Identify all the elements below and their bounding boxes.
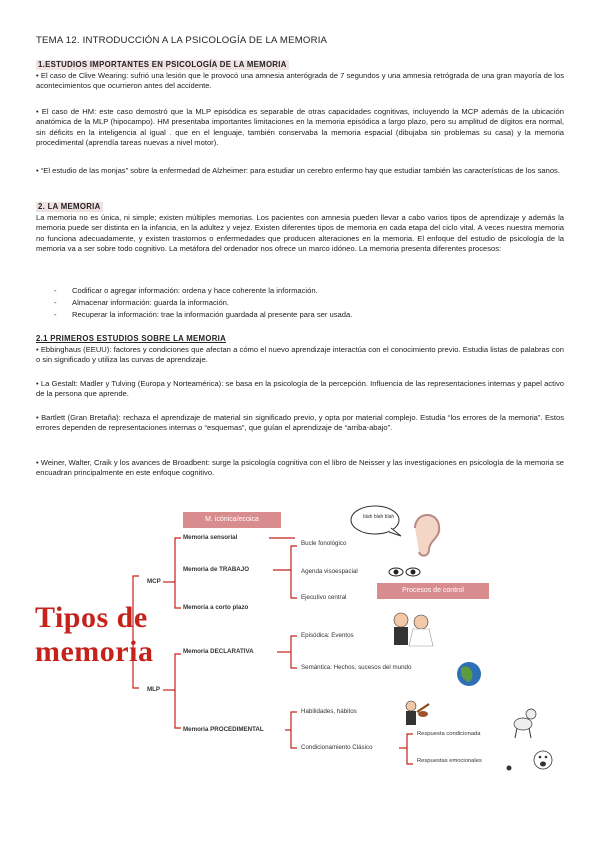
- trabajo-label: Memoria de TRABAJO: [183, 566, 250, 573]
- ear-icon: [415, 515, 439, 556]
- diagram-title-line-2: memoria: [35, 635, 154, 668]
- sensorial-label: Memoria sensorial: [183, 534, 238, 541]
- paragraph-clive-wearing: • El caso de Clive Wearing: sufrió una lesión que le provocó una amnesia anterógrada de 7 segundos y una amnesia retrógrada de una gran mayoría de los acontecimientos que ocurrieron antes del accidente.: [36, 71, 564, 91]
- paragraph-hm: • El caso de HM: este caso demostró que la MLP episódica es separable de otras capacidades cognitivas, incluyendo la MCP además de la ubicación anatómica de la MLP (hipocampo). HM presentaba importantes limitaciones en la memoria episódica a largo plazo, pero su amplitud de dígitos era normal, sin déficits en la inteligencia al igual . que en el lenguaje, también conservaba la memoria espacial (dibujaba sin problemas su casa) y la memoria procedimental (aprendía tareas nuevas a nivel motor).: [36, 107, 564, 148]
- violinist-icon: [406, 701, 429, 725]
- respuestas-emocionales-label: Respuestas emocionales: [417, 758, 482, 764]
- diagram-title-line-1: Tipos de: [35, 601, 148, 634]
- dog-icon: [514, 709, 536, 738]
- section-2-1-heading: 2.1 PRIMEROS ESTUDIOS SOBRE LA MEMORIA: [36, 334, 227, 343]
- procedimental-label: Memoria PROCEDIMENTAL: [183, 726, 264, 733]
- ejecutivo-label: Ejecutivo central: [301, 594, 347, 601]
- semantica-label: Semántica: Hechos, sucesos del mundo: [301, 664, 412, 671]
- respuesta-condicionada-label: Respuesta condicionada: [417, 731, 481, 737]
- memory-types-diagram: [33, 498, 565, 790]
- agenda-label: Agenda visoespacial: [301, 568, 358, 575]
- bucle-label: Bucle fonológico: [301, 540, 347, 547]
- declarativa-label: Memoria DECLARATIVA: [183, 648, 254, 655]
- globe-icon: [457, 662, 481, 686]
- mcp-label: MCP: [147, 578, 161, 585]
- habilidades-label: Habilidades, hábitos: [301, 708, 357, 715]
- list-item: - Recuperar la información: trae la información guardada al presente para ser usada.: [54, 309, 554, 321]
- corto-plazo-label: Memoria a corto plazo: [183, 604, 249, 611]
- process-list: [54, 285, 554, 321]
- section-1-heading: 1.ESTUDIOS IMPORTANTES EN PSICOLOGÍA DE LA MEMORIA: [38, 60, 287, 69]
- list-item: - Codificar o agregar información: ordena y hace coherente la información.: [54, 285, 554, 297]
- diagram-brackets: [33, 498, 565, 790]
- speech-text: blah blah blah: [363, 514, 395, 520]
- episodica-label: Episódica: Eventos: [301, 632, 354, 639]
- condicionamiento-label: Condicionamiento Clásico: [301, 744, 373, 751]
- paragraph-gestalt: • La Gestalt: Madler y Tulving (Europa y Norteamérica): se basa en la psicología de la percepción. Influencia de las representaciones internas y papel activo de la persona que aprende.: [36, 379, 564, 399]
- mlp-label: MLP: [147, 686, 161, 693]
- iconic-echoic-box: M. icónica/ecoica: [183, 512, 281, 528]
- speech-bubble-icon: [351, 506, 401, 536]
- control-processes-box: Procesos de control: [377, 583, 489, 599]
- paragraph-bartlett: • Bartlett (Gran Bretaña): rechaza el aprendizaje de material sin significado previo, y opta por material complejo. Estudia “los errores de la memoria”. Estos errores dependen de representaciones internas o “esquemas”, que guían el aprendizaje de “arriba-abajo”.: [36, 413, 564, 433]
- scared-face-icon: [507, 751, 553, 771]
- paragraph-memoria: La memoria no es única, ni simple; existen múltiples memorias. Los pacientes con amnesia pueden llevar a cabo varios tipos de aprendizaje y además la memoria puede ser distinta en la infancia, en la adultez y vejez. Existen diferentes tipos de memoria en cada etapa del ciclo vital. A veces nuestra memoria no funciona adecuadamente, y existen trastornos o enfermedades que producen alteraciones en la memoria. El enfoque del estudio de psicología de la memoria va a ser sobre todo cognitivo. La metáfora del ordenador nos ofrece un marco idóneo. La memoria presenta diferentes procesos:: [36, 213, 564, 254]
- eyes-icon: [389, 568, 420, 576]
- section-2-heading: 2. LA MEMORIA: [38, 202, 101, 211]
- paragraph-ebbinghaus: • Ebbinghaus (EEUU): factores y condiciones que afectan a cómo el nuevo aprendizaje interactúa con el conocimiento previo. Estudia listas de palabras con o sin significado y utiliza las curvas de aprendizaje.: [36, 345, 564, 365]
- list-item: - Almacenar información: guarda la información.: [54, 297, 554, 309]
- paragraph-weiner: • Weiner, Walter, Craik y los avances de Broadbent: surge la psicología cognitiva con el libro de Neisser y las investigaciones en psicología de la memoria se encuadran principalmente en este enfoque cognitivo.: [36, 458, 564, 478]
- page-title: TEMA 12. INTRODUCCIÓN A LA PSICOLOGÍA DE LA MEMORIA: [36, 35, 328, 46]
- wedding-couple-icon: [394, 613, 433, 646]
- paragraph-monjas: • “El estudio de las monjas” sobre la enfermedad de Alzheimer: para estudiar un cerebro enfermo hay que estudiar también las características de los sanos.: [36, 166, 560, 175]
